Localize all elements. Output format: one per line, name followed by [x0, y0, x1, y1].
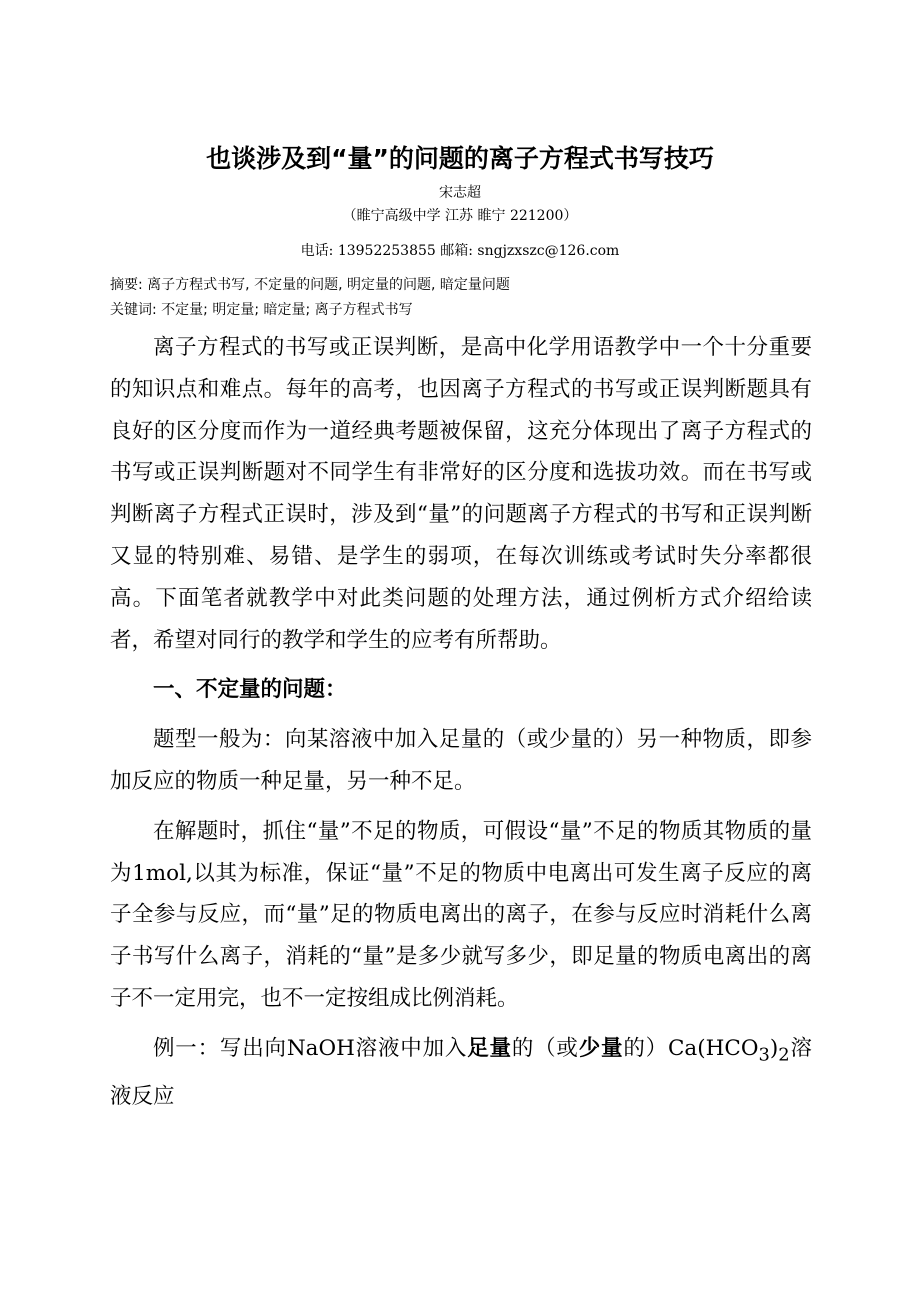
section-heading: 一、不定量的问题： — [153, 677, 347, 703]
author-contact: 电话: 13952253855 邮箱: sngjzxszc@126.com — [300, 243, 620, 259]
author-name: 宋志超 — [439, 185, 481, 201]
keywords-line: 关键词: 不定量; 明定量; 暗定量; 离子方程式书写 — [110, 302, 413, 318]
article-body — [110, 327, 812, 1126]
example-1-bold-small: 少量 — [578, 1035, 624, 1061]
example-1-mid2: 的）Ca(HCO — [623, 1035, 759, 1061]
example-1-paragraph — [110, 1028, 812, 1118]
example-1-subscript-3: 3 — [758, 1044, 770, 1066]
page-title: 也谈涉及到“量”的问题的离子方程式书写技巧 — [206, 144, 714, 173]
example-1-mid1: 的（或 — [511, 1035, 579, 1061]
section1-paragraph-2: 在解题时，抓住“量”不足的物质，可假设“量”不足的物质其物质的量为1mol,以其为标准，保证“量”不足的物质中电离出可发生离子反应的离子全参与反应，而“量”足的物质电离出的离子，在参与反应时消耗什么离子书写什么离子，消耗的“量”是多少就写多少，即足量的物质电离出的离子不一定用完，也不一定按组成比例消耗。 — [110, 818, 812, 1011]
example-1-mid3: ) — [769, 1035, 779, 1061]
example-1-prefix: 例一：写出向NaOH溶液中加入 — [153, 1035, 468, 1061]
example-1-bold-sufficient: 足量 — [467, 1035, 512, 1061]
author-affiliation: （睢宁高级中学 江苏 睢宁 221200） — [342, 208, 578, 224]
section1-paragraph-1: 题型一般为：向某溶液中加入足量的（或少量的）另一种物质，即参加反应的物质一种足量，另一种不足。 — [110, 727, 812, 794]
intro-paragraph: 离子方程式的书写或正误判断，是高中化学用语教学中一个十分重要的知识点和难点。每年的高考，也因离子方程式的书写或正误判断题具有良好的区分度而作为一道经典考题被保留，这充分体现出了离子方程式的书写或正误判断题对不同学生有非常好的区分度和选拔功效。而在书写或判断离子方程式正误时，涉及到“量”的问题离子方程式的书写和正误判断又显的特别难、易错、是学生的弱项，在每次训练或考试时失分率都很高。下面笔者就教学中对此类问题的处理方法，通过例析方式介绍给读者，希望对同行的教学和学生的应考有所帮助。 — [110, 335, 812, 653]
abstract-line: 摘要: 离子方程式书写, 不定量的问题, 明定量的问题, 暗定量问题 — [110, 277, 510, 293]
example-1-suffix: 溶液反应 — [110, 1035, 812, 1109]
example-1-subscript-2: 2 — [778, 1044, 790, 1066]
